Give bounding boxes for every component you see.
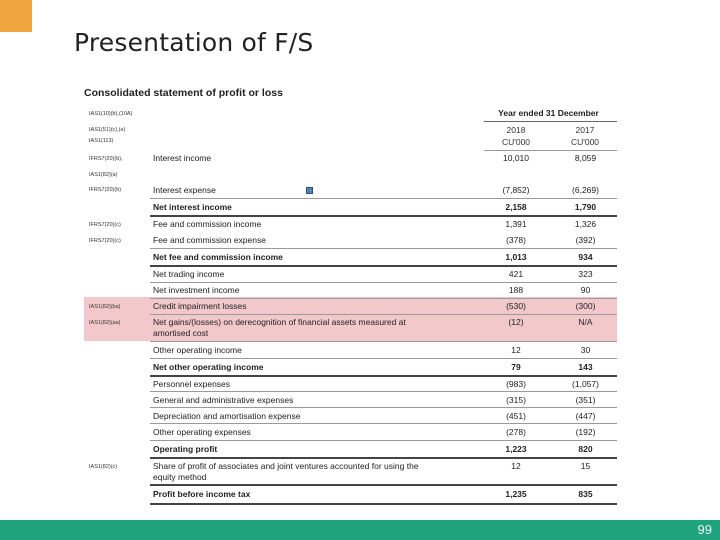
value-2018: (530) (506, 301, 526, 311)
value-2017: (351) (575, 395, 596, 405)
value-2017: 30 (580, 345, 591, 355)
line-item-label: Interest income (153, 153, 212, 163)
slide-title: Presentation of F/S (74, 28, 314, 57)
value-2017: 1,326 (574, 219, 597, 229)
value-2018: 1,013 (505, 252, 527, 262)
standard-reference: IFRS7(20)(c) (89, 238, 121, 244)
row-divider (150, 407, 617, 408)
value-2018: (278) (506, 427, 526, 437)
value-2018: 12 (511, 345, 521, 355)
line-item-label: Depreciation and amortisation expense (153, 411, 301, 421)
value-2018: (7,852) (502, 185, 530, 195)
line-item-label: Interest expense (153, 185, 216, 195)
value-2017: 143 (578, 362, 593, 372)
standard-reference: IAS1(82)(aa) (89, 320, 121, 326)
line-item-label-continued: equity method (153, 472, 207, 482)
line-item-label: Net other operating income (153, 362, 264, 372)
standard-reference: IAS1(51)(c),(e) (89, 127, 126, 133)
row-divider (150, 198, 617, 199)
value-2018: 1,391 (505, 219, 527, 229)
value-2017: 835 (578, 489, 593, 499)
value-2018: (451) (506, 411, 526, 421)
footer-bar (0, 520, 720, 540)
standard-reference: IAS1(82)(c) (89, 464, 118, 470)
row-divider (150, 484, 617, 486)
value-2017: (6,269) (572, 185, 599, 195)
row-divider (150, 391, 617, 392)
note-marker-icon (306, 187, 313, 194)
line-item-label: General and administrative expenses (153, 395, 294, 405)
value-2017: (1,057) (572, 379, 599, 389)
statement-heading: Consolidated statement of profit or loss (84, 87, 283, 99)
value-2018: 1,223 (505, 444, 527, 454)
value-2018: 188 (508, 285, 524, 295)
value-2018: 79 (511, 362, 521, 372)
row-divider (150, 503, 617, 505)
row-divider (150, 457, 617, 459)
line-item-label: Profit before income tax (153, 489, 251, 499)
line-item-label: Share of profit of associates and joint ventures accounted for using the (153, 461, 419, 471)
standard-reference: IAS1(82)(ba) (89, 304, 121, 310)
line-item-label: Other operating expenses (153, 427, 251, 437)
standard-reference: IFRS7(20)(c) (89, 222, 121, 228)
value-2017: (392) (575, 235, 596, 245)
value-2017: (447) (575, 411, 596, 421)
value-2018: (12) (508, 317, 524, 327)
standard-reference: IFRS7(20)(b) (89, 187, 122, 193)
row-divider (150, 423, 617, 424)
page-number: 99 (697, 522, 712, 537)
column-unit-2017: CU'000 (570, 137, 600, 147)
value-2018: 1,235 (505, 489, 527, 499)
value-2017: 323 (578, 269, 593, 279)
value-2017: 820 (578, 444, 593, 454)
row-divider (150, 375, 617, 377)
line-item-label: Fee and commission expense (153, 235, 266, 245)
row-divider (150, 440, 617, 441)
row-divider (150, 248, 617, 249)
line-item-label: Credit impairment losses (153, 301, 247, 311)
value-2017: N/A (578, 317, 593, 327)
row-divider (150, 341, 617, 342)
value-2017: (192) (575, 427, 596, 437)
line-item-label-continued: amortised cost (153, 328, 209, 338)
line-item-label: Personnel expenses (153, 379, 231, 389)
standard-reference: IAS1(113) (89, 138, 114, 144)
row-divider (150, 282, 617, 283)
row-divider (150, 358, 617, 359)
value-2018: (315) (506, 395, 526, 405)
standard-reference: IAS1(82)(a) (89, 172, 118, 178)
value-2018: (378) (506, 235, 526, 245)
value-2017: 934 (578, 252, 593, 262)
value-2017: 1,790 (574, 202, 597, 212)
line-item-label: Net gains/(losses) on derecognition of financial assets measured at (153, 317, 406, 327)
line-item-label: Net investment income (153, 285, 240, 295)
value-2017: 15 (580, 461, 591, 471)
line-item-label: Fee and commission income (153, 219, 262, 229)
line-item-label: Net trading income (153, 269, 225, 279)
value-2018: 2,158 (505, 202, 527, 212)
column-year-2017: 2017 (575, 125, 595, 135)
value-2018: 10,010 (503, 153, 529, 163)
value-2018: 421 (508, 269, 524, 279)
row-divider (150, 215, 617, 217)
line-item-label: Operating profit (153, 444, 218, 454)
line-item-label: Other operating income (153, 345, 242, 355)
value-2018: 12 (511, 461, 521, 471)
row-divider (150, 314, 617, 315)
line-item-label: Net interest income (153, 202, 232, 212)
column-year-2018: 2018 (506, 125, 526, 135)
value-2017: 90 (580, 285, 591, 295)
value-2017: 8,059 (574, 153, 597, 163)
line-item-label: Net fee and commission income (153, 252, 283, 262)
row-divider (150, 298, 617, 299)
row-divider (150, 265, 617, 267)
period-header: Year ended 31 December (498, 108, 599, 118)
column-unit-2018: CU'000 (501, 137, 531, 147)
value-2017: (300) (575, 301, 596, 311)
value-2018: (983) (506, 379, 526, 389)
standard-reference: IAS1(10)(b),(10A) (89, 111, 133, 117)
standard-reference: IFRS7(20)(b), (89, 156, 123, 162)
